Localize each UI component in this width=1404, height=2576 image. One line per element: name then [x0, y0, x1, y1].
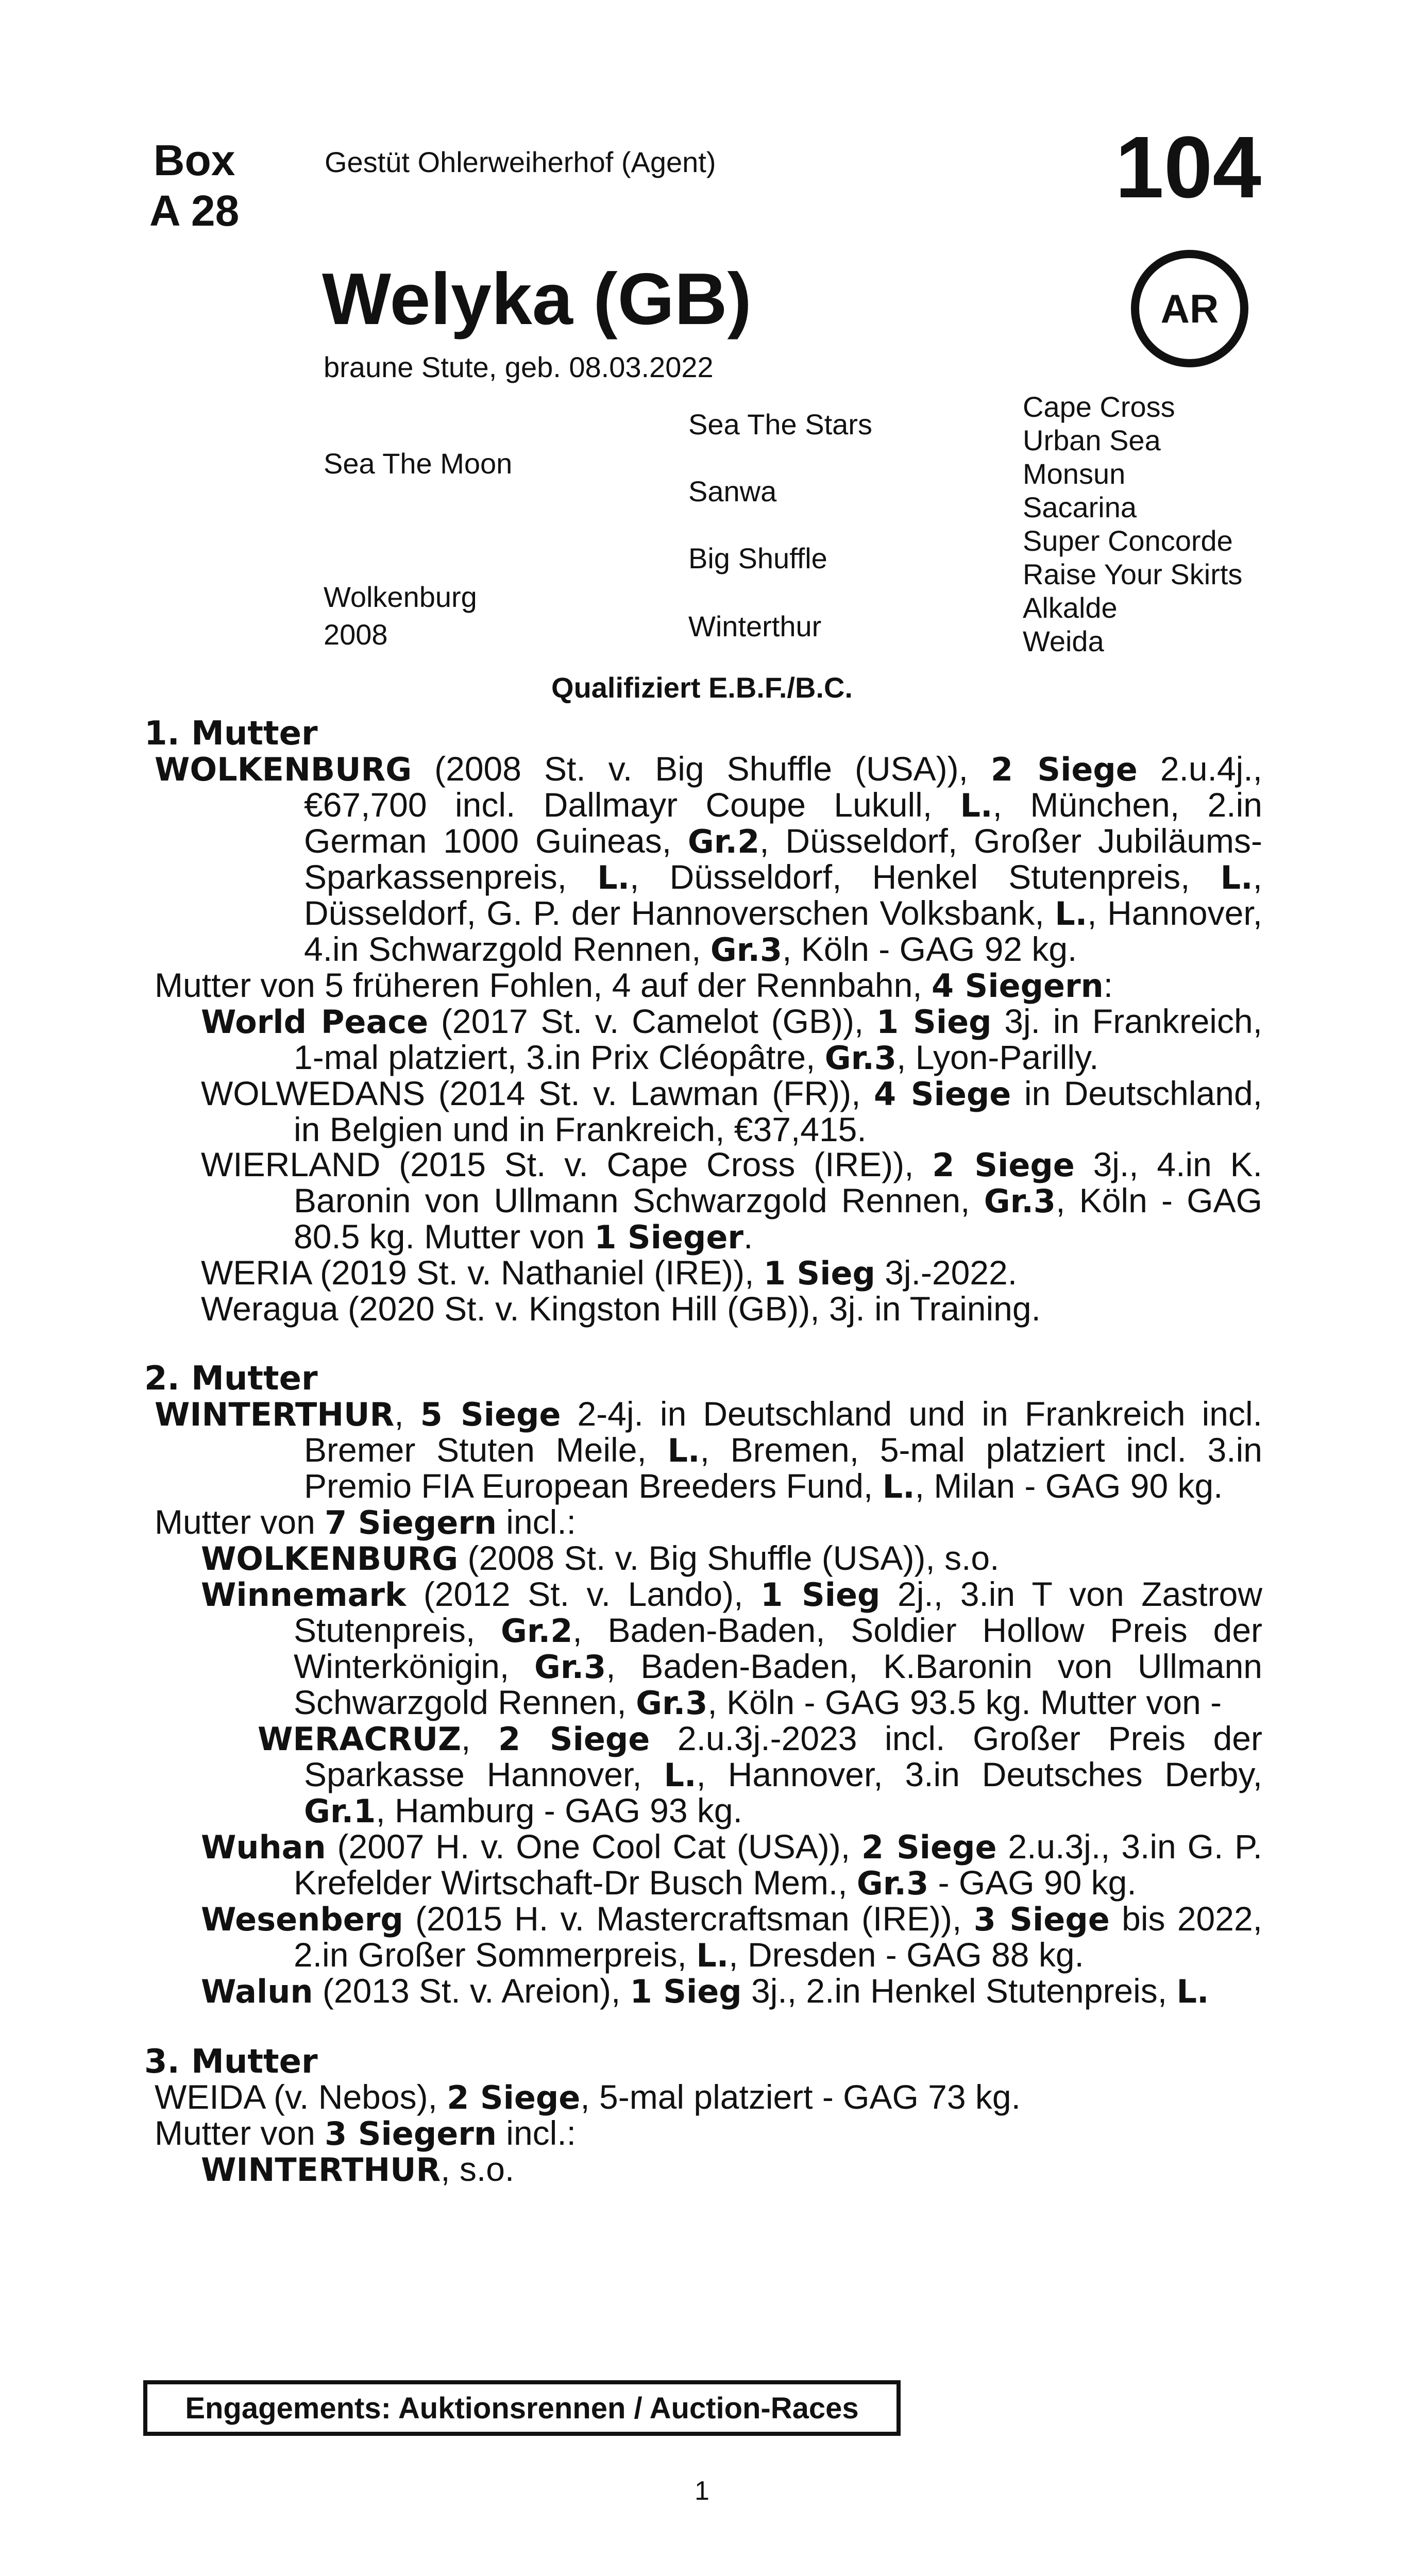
- text-fragment: Mutter von: [155, 2114, 325, 2152]
- text-fragment: 2.u.3j.-2023 incl. Großer Preis der Sparkasse Hannover,: [304, 1719, 1262, 1793]
- ar-badge: [1131, 250, 1248, 367]
- text-fragment: (2007 H. v. One Cool Cat (USA)),: [326, 1827, 861, 1866]
- text-fragment: WOLWEDANS (2014 St. v. Lawman (FR)),: [201, 1074, 874, 1112]
- text-fragment: :: [1103, 966, 1113, 1004]
- text-fragment: 3j. in Frankreich, 1-mal platziert, 3.in Prix Cléopâtre,: [294, 1002, 1262, 1076]
- bold-fragment: Winnemark: [201, 1576, 407, 1614]
- text-fragment: (2013 St. v. Areion),: [313, 1972, 630, 2010]
- qualification-note: Qualifiziert E.B.F./B.C.: [551, 671, 853, 704]
- pedigree-dam-year: 2008: [324, 618, 388, 651]
- horse-name: Welyka (GB): [322, 258, 752, 340]
- bold-fragment: 2 Siege: [447, 2079, 581, 2116]
- dam2-offspring-1: [144, 1540, 1262, 1577]
- bold-fragment: 3 Siege: [973, 1901, 1110, 1938]
- text-fragment: (2017 St. v. Camelot (GB)),: [428, 1002, 877, 1040]
- bold-fragment: 1 Sieg: [876, 1003, 992, 1041]
- box-label: [149, 135, 239, 236]
- text-fragment: , Köln - GAG 93.5 kg. Mutter von -: [707, 1683, 1222, 1721]
- engagements-text: Engagements: Auktionsrennen / Auction-Races: [185, 2391, 859, 2425]
- bold-fragment: 1 Sieg: [760, 1576, 881, 1614]
- pedigree-gen3-4: Sacarina: [1023, 491, 1137, 523]
- family-details: [144, 716, 1262, 2188]
- bold-fragment: 7 Siegern: [325, 1504, 497, 1541]
- text-fragment: , Baden-Baden, K.Baronin von Ullmann Schwarzgold Rennen,: [294, 1647, 1262, 1721]
- dam2-offspring-2: [144, 1577, 1262, 1721]
- dam2-grand-offspring: [144, 1721, 1262, 1829]
- lot-number: 104: [1115, 118, 1261, 216]
- bold-fragment: 1 Sieg: [763, 1255, 875, 1292]
- text-fragment: .: [743, 1217, 753, 1256]
- bold-fragment: 2 Siege: [991, 751, 1138, 788]
- horse-description: braune Stute, geb. 08.03.2022: [324, 351, 714, 383]
- text-fragment: WEIDA (v. Nebos),: [155, 2078, 447, 2116]
- pedigree-gen3-5: Super Concorde: [1023, 524, 1233, 557]
- text-fragment: - GAG 90 kg.: [928, 1863, 1137, 1902]
- text-fragment: , Köln - GAG 80.5 kg. Mutter von: [294, 1181, 1262, 1256]
- text-fragment: , Dresden - GAG 88 kg.: [729, 1936, 1084, 1974]
- bold-fragment: Wuhan: [201, 1828, 326, 1866]
- text-fragment: , Baden-Baden, Soldier Hollow Preis der Winterkönigin,: [294, 1611, 1262, 1685]
- text-fragment: ,: [394, 1395, 420, 1433]
- text-fragment: Mutter von 5 früheren Fohlen, 4 auf der Rennbahn,: [155, 966, 932, 1004]
- pedigree-gen3-6: Raise Your Skirts: [1023, 558, 1243, 590]
- bold-fragment: L.: [597, 859, 630, 896]
- text-fragment: Mutter von: [155, 1503, 325, 1541]
- bold-fragment: L.: [1055, 895, 1088, 933]
- dam2-offspring-5: [144, 1973, 1262, 2009]
- text-fragment: (2008 St. v. Big Shuffle (USA)),: [412, 750, 991, 788]
- bold-fragment: 2 Siege: [861, 1828, 997, 1866]
- text-fragment: WIERLAND (2015 St. v. Cape Cross (IRE)),: [201, 1145, 933, 1183]
- text-fragment: , Hannover, 4.in Schwarzgold Rennen,: [304, 894, 1263, 968]
- box-label-line2: A 28: [149, 187, 240, 235]
- bold-fragment: 1 Sieger: [594, 1218, 743, 1256]
- text-fragment: , Hannover, 3.in Deutsches Derby,: [696, 1755, 1262, 1793]
- bold-fragment: World Peace: [201, 1003, 429, 1041]
- text-fragment: 2-4j. in Deutschland und in Frankreich incl. Bremer Stuten Meile,: [304, 1395, 1262, 1469]
- text-fragment: bis 2022, 2.in Großer Sommerpreis,: [294, 1900, 1262, 1974]
- bold-fragment: 3 Siegern: [325, 2115, 497, 2153]
- text-fragment: (2015 H. v. Mastercraftsman (IRE)),: [403, 1900, 974, 1938]
- bold-fragment: L.: [667, 1432, 700, 1469]
- pedigree-gen3-8: Weida: [1023, 625, 1104, 657]
- pedigree-gen3-3: Monsun: [1023, 457, 1126, 490]
- pedigree-gen3-1: Cape Cross: [1023, 391, 1175, 423]
- text-fragment: WERIA (2019 St. v. Nathaniel (IRE)),: [201, 1253, 764, 1292]
- text-fragment: 3j.-2022.: [875, 1253, 1018, 1292]
- bold-fragment: Gr.1: [304, 1792, 376, 1830]
- text-fragment: , Lyon-Parilly.: [896, 1038, 1099, 1076]
- bold-fragment: 2 Siege: [932, 1146, 1075, 1184]
- bold-fragment: Gr.3: [534, 1648, 606, 1686]
- text-fragment: Weragua (2020 St. v. Kingston Hill (GB)), 3j. in Training.: [201, 1290, 1041, 1328]
- bold-fragment: WERACRUZ: [258, 1720, 462, 1758]
- dam1-offspring-1: [144, 1004, 1262, 1076]
- text-fragment: 2.u.3j., 3.in G. P. Krefelder Wirtschaft-Dr Busch Mem.,: [294, 1827, 1262, 1902]
- bold-fragment: Gr.2: [687, 823, 760, 860]
- bold-fragment: WOLKENBURG: [155, 751, 412, 788]
- bold-fragment: 4 Siege: [874, 1075, 1011, 1113]
- text-fragment: in Deutschland, in Belgien und in Frankreich, €37,415.: [294, 1074, 1262, 1148]
- bold-fragment: 2 Siege: [498, 1720, 650, 1758]
- text-fragment: , Düsseldorf, Großer Jubiläums-Sparkassenpreis,: [304, 822, 1262, 896]
- pedigree-sire: Sea The Moon: [324, 447, 513, 480]
- bold-fragment: 5 Siege: [420, 1396, 561, 1433]
- page-number: 1: [695, 2476, 709, 2506]
- section-heading-2nd-dam: 2. Mutter: [144, 1360, 318, 1398]
- bold-fragment: 4 Siegern: [931, 967, 1104, 1005]
- pedigree-gen2-3: Big Shuffle: [688, 542, 827, 574]
- bold-fragment: L.: [664, 1756, 697, 1794]
- bold-fragment: L.: [696, 1937, 729, 1974]
- bold-fragment: Walun: [201, 1973, 313, 2010]
- text-fragment: 2j., 3.in T von Zastrow Stutenpreis,: [294, 1575, 1262, 1649]
- bold-fragment: Gr.3: [710, 931, 783, 969]
- text-fragment: , München, 2.in German 1000 Guineas,: [304, 786, 1262, 860]
- dam3-produce-summary: [144, 2115, 1262, 2151]
- bold-fragment: 1 Sieg: [630, 1973, 742, 2010]
- box-label-line1: Box: [153, 136, 235, 184]
- text-fragment: (2008 St. v. Big Shuffle (USA)), s.o.: [458, 1539, 1000, 1577]
- bold-fragment: Gr.3: [984, 1182, 1056, 1220]
- text-fragment: incl.:: [496, 2114, 577, 2152]
- pedigree-gen3-7: Alkalde: [1023, 591, 1118, 624]
- pedigree-dam-name: Wolkenburg: [324, 581, 477, 613]
- text-fragment: , Düsseldorf, Henkel Stutenpreis,: [630, 858, 1221, 896]
- bold-fragment: WINTERTHUR: [155, 1396, 395, 1433]
- text-fragment: , Bremen, 5-mal platziert incl. 3.in Premio FIA European Breeders Fund,: [304, 1431, 1262, 1505]
- dam2-offspring-3: [144, 1829, 1262, 1901]
- dam3-summary: [144, 2079, 1262, 2115]
- text-fragment: , Milan - GAG 90 kg.: [915, 1467, 1223, 1505]
- dam2-offspring-4: [144, 1901, 1262, 1973]
- bold-fragment: Gr.3: [636, 1684, 708, 1722]
- engagements-box: [143, 2380, 901, 2436]
- pedigree-gen2-2: Sanwa: [688, 475, 777, 507]
- bold-fragment: WOLKENBURG: [201, 1540, 459, 1578]
- bold-fragment: L.: [882, 1468, 915, 1505]
- section-heading-3rd-dam: 3. Mutter: [144, 2043, 318, 2081]
- text-fragment: , Hamburg - GAG 93 kg.: [376, 1791, 742, 1829]
- text-fragment: (2012 St. v. Lando),: [406, 1575, 761, 1613]
- dam1-summary: [144, 751, 1262, 968]
- dam3-offspring-1: [144, 2151, 1262, 2188]
- bold-fragment: Gr.2: [501, 1612, 573, 1650]
- text-fragment: , Düsseldorf, G. P. der Hannoverschen Volksbank,: [304, 858, 1262, 932]
- bold-fragment: L.: [960, 787, 993, 824]
- bold-fragment: Gr.3: [856, 1865, 929, 1902]
- dam2-produce-summary: [144, 1504, 1262, 1540]
- ar-badge-text: AR: [1160, 285, 1219, 331]
- text-fragment: ,: [461, 1719, 498, 1757]
- pedigree-gen3-2: Urban Sea: [1023, 424, 1161, 456]
- text-fragment: , 5-mal platziert - GAG 73 kg.: [580, 2078, 1021, 2116]
- dam1-offspring-4: [144, 1255, 1262, 1291]
- dam1-produce-summary: [144, 968, 1262, 1004]
- dam1-offspring-5: [144, 1291, 1262, 1326]
- bold-fragment: WINTERTHUR: [201, 2151, 441, 2189]
- text-fragment: , Köln - GAG 92 kg.: [782, 930, 1077, 968]
- text-fragment: 3j., 4.in K. Baronin von Ullmann Schwarzgold Rennen,: [294, 1145, 1262, 1219]
- text-fragment: incl.:: [496, 1503, 577, 1541]
- bold-fragment: L.: [1220, 859, 1253, 896]
- bold-fragment: Wesenberg: [201, 1901, 403, 1938]
- text-fragment: 2.u.4j., €67,700 incl. Dallmayr Coupe Lukull,: [304, 750, 1262, 824]
- text-fragment: 3j., 2.in Henkel Stutenpreis,: [741, 1972, 1177, 2010]
- text-fragment: , s.o.: [441, 2150, 515, 2188]
- bold-fragment: Gr.3: [824, 1039, 897, 1077]
- section-heading-1st-dam: 1. Mutter: [144, 715, 318, 753]
- dam1-offspring-3: [144, 1147, 1262, 1255]
- dam2-summary: [144, 1396, 1262, 1504]
- pedigree-gen2-4: Winterthur: [688, 610, 822, 642]
- agent-name: Gestüt Ohlerweiherhof (Agent): [325, 146, 716, 178]
- bold-fragment: L.: [1176, 1973, 1209, 2010]
- pedigree-gen2-1: Sea The Stars: [688, 408, 872, 440]
- dam1-offspring-2: [144, 1076, 1262, 1147]
